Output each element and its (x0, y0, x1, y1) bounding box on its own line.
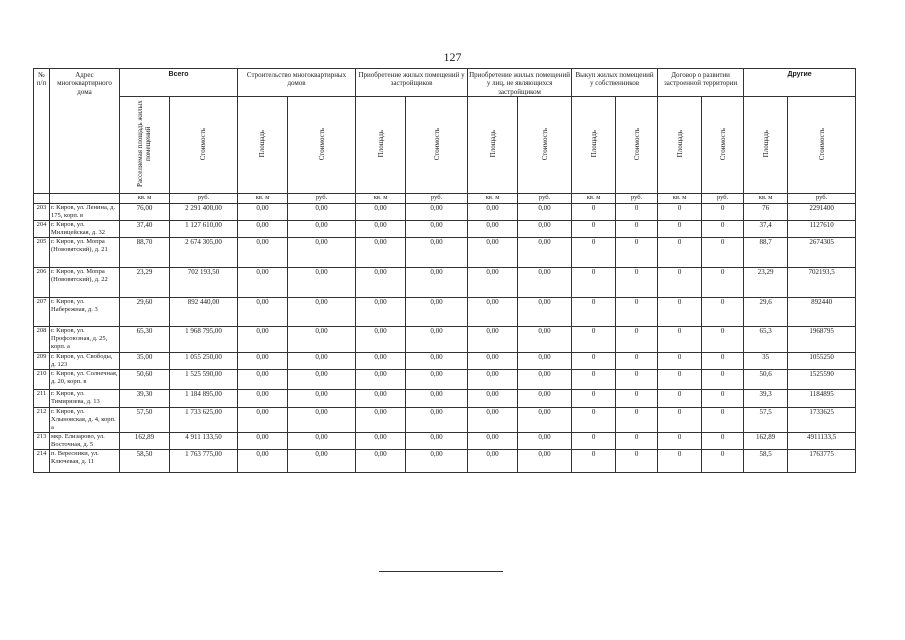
header-group-other: Другие (744, 69, 856, 97)
area-cell: 58,5 (744, 450, 788, 473)
cost-cell: 0 (702, 298, 744, 327)
cost-cell: 0,00 (518, 390, 572, 407)
cost-cell: 0,00 (406, 268, 468, 298)
table-row (34, 407, 856, 432)
area-cell: 0 (572, 203, 616, 220)
cost-cell: 1763775 (788, 450, 856, 473)
cost-cell: 0 (616, 407, 658, 432)
cost-cell: 0 (616, 298, 658, 327)
cost-cell: 0,00 (288, 268, 356, 298)
area-cell: 0,00 (238, 327, 288, 353)
cost-cell: 1525590 (788, 370, 856, 390)
cost-cell: 0 (616, 353, 658, 370)
cost-cell: 1733625 (788, 407, 856, 432)
cost-cell: 1968795 (788, 327, 856, 353)
area-cell: 0,00 (238, 268, 288, 298)
cost-cell: 0,00 (288, 298, 356, 327)
row-number: 203 (34, 203, 50, 220)
row-number: 210 (34, 370, 50, 390)
group-header-row (34, 69, 856, 97)
sub-header-row (34, 97, 856, 193)
area-cell: 0 (658, 432, 702, 449)
area-cell: 0 (658, 268, 702, 298)
cost-cell: 0,00 (406, 432, 468, 449)
subheader-area: Площадь (658, 97, 702, 193)
unit-cell: кв. м (468, 193, 518, 203)
cost-cell: 2291400 (788, 203, 856, 220)
table-row (34, 220, 856, 237)
area-cell: 37,40 (120, 220, 170, 237)
cost-cell: 1184895 (788, 390, 856, 407)
table-row (34, 203, 856, 220)
row-address: г. Киров, ул. Свободы, д. 123 (50, 353, 120, 370)
cost-cell: 2674305 (788, 238, 856, 268)
row-number: 214 (34, 450, 50, 473)
area-cell: 0,00 (356, 238, 406, 268)
header-group-buyout: Выкуп жилых помещений у собственников (572, 69, 658, 97)
subheader-cost: Стоимость (406, 97, 468, 193)
table-body (34, 203, 856, 473)
header-group-total: Всего (120, 69, 238, 97)
cost-cell: 0 (702, 370, 744, 390)
area-cell: 76 (744, 203, 788, 220)
area-cell: 0,00 (356, 450, 406, 473)
header-group-development-contract: Договор о развитии застроенной территории (658, 69, 744, 97)
area-cell: 0,00 (356, 407, 406, 432)
unit-cell: руб. (170, 193, 238, 203)
table-row (34, 390, 856, 407)
area-cell: 0,00 (468, 353, 518, 370)
area-cell: 0 (658, 390, 702, 407)
row-address: г. Киров, ул. Мопра (Нововятский), д. 21 (50, 238, 120, 268)
units-blank (50, 193, 120, 203)
area-cell: 0 (658, 238, 702, 268)
row-address: г. Киров, ул. Солнечная, д. 20, корп. в (50, 370, 120, 390)
area-cell: 0 (572, 220, 616, 237)
area-cell: 0,00 (468, 370, 518, 390)
area-cell: 35,00 (120, 353, 170, 370)
subheader-area: Площадь (356, 97, 406, 193)
area-cell: 0 (572, 353, 616, 370)
cost-cell: 0,00 (288, 432, 356, 449)
cost-cell: 0,00 (406, 407, 468, 432)
area-cell: 0,00 (468, 450, 518, 473)
area-cell: 0,00 (468, 407, 518, 432)
unit-cell: кв. м (658, 193, 702, 203)
area-cell: 58,50 (120, 450, 170, 473)
area-cell: 88,7 (744, 238, 788, 268)
resettlement-table (33, 68, 856, 473)
area-cell: 0,00 (356, 432, 406, 449)
cost-cell: 702193,5 (788, 268, 856, 298)
area-cell: 0,00 (238, 353, 288, 370)
cost-cell: 0 (616, 327, 658, 353)
area-cell: 162,89 (120, 432, 170, 449)
cost-cell: 0 (616, 390, 658, 407)
row-address: п. Вересники, ул. Ключевая, д. 11 (50, 450, 120, 473)
cost-cell: 0,00 (288, 370, 356, 390)
cost-cell: 0 (616, 203, 658, 220)
unit-cell: руб. (406, 193, 468, 203)
cost-cell: 0 (702, 450, 744, 473)
cost-cell: 0 (702, 390, 744, 407)
area-cell: 39,3 (744, 390, 788, 407)
unit-cell: кв. м (572, 193, 616, 203)
header-group-purchase-developers: Приобретение жилых помещений у застройщиков (356, 69, 468, 97)
cost-cell: 0 (616, 268, 658, 298)
table-row (34, 298, 856, 327)
header-address: Адрес многоквартирного дома (50, 69, 120, 194)
cost-cell: 0,00 (406, 238, 468, 268)
cost-cell: 0 (702, 327, 744, 353)
row-number: 209 (34, 353, 50, 370)
area-cell: 23,29 (744, 268, 788, 298)
cost-cell: 1127610 (788, 220, 856, 237)
subheader-area: Площадь (572, 97, 616, 193)
area-cell: 37,4 (744, 220, 788, 237)
table-row (34, 268, 856, 298)
units-row (34, 193, 856, 203)
area-cell: 0 (572, 450, 616, 473)
unit-cell: руб. (518, 193, 572, 203)
area-cell: 0,00 (356, 203, 406, 220)
cost-cell: 0 (616, 238, 658, 268)
area-cell: 0,00 (356, 390, 406, 407)
row-number: 206 (34, 268, 50, 298)
area-cell: 88,70 (120, 238, 170, 268)
cost-cell: 0 (616, 370, 658, 390)
subheader-cost: Стоимость (518, 97, 572, 193)
area-cell: 0,00 (468, 298, 518, 327)
cost-cell: 1 055 250,00 (170, 353, 238, 370)
row-address: г. Киров, ул. Тимирязева, д. 13 (50, 390, 120, 407)
row-address: г. Киров, ул. Ленина, д. 175, корп. в (50, 203, 120, 220)
area-cell: 0 (658, 327, 702, 353)
area-cell: 0 (572, 370, 616, 390)
cost-cell: 0,00 (288, 220, 356, 237)
cost-cell: 0,00 (288, 238, 356, 268)
area-cell: 0 (572, 432, 616, 449)
cost-cell: 0,00 (288, 390, 356, 407)
area-cell: 39,30 (120, 390, 170, 407)
cost-cell: 0,00 (518, 432, 572, 449)
area-cell: 0 (658, 298, 702, 327)
area-cell: 50,60 (120, 370, 170, 390)
subheader-area: Площадь (744, 97, 788, 193)
area-cell: 0,00 (468, 203, 518, 220)
cost-cell: 0,00 (406, 298, 468, 327)
area-cell: 0,00 (356, 220, 406, 237)
area-cell: 0 (572, 238, 616, 268)
subheader-cost: Стоимость (788, 97, 856, 193)
area-cell: 76,00 (120, 203, 170, 220)
row-address: г. Киров, ул. Мопра (Нововятский), д. 22 (50, 268, 120, 298)
area-cell: 0,00 (238, 450, 288, 473)
unit-cell: кв. м (356, 193, 406, 203)
cost-cell: 0,00 (518, 203, 572, 220)
cost-cell: 892 440,00 (170, 298, 238, 327)
header-no: № п/п (34, 69, 50, 194)
cost-cell: 1 525 590,00 (170, 370, 238, 390)
area-cell: 0 (658, 220, 702, 237)
cost-cell: 0,00 (518, 298, 572, 327)
subheader-area: Площадь (468, 97, 518, 193)
unit-cell: руб. (788, 193, 856, 203)
cost-cell: 4 911 133,50 (170, 432, 238, 449)
cost-cell: 0 (616, 432, 658, 449)
cost-cell: 0,00 (518, 238, 572, 268)
cost-cell: 2 291 400,00 (170, 203, 238, 220)
cost-cell: 0 (702, 220, 744, 237)
area-cell: 0,00 (356, 327, 406, 353)
row-address: г. Киров, ул. Хлыновская, д. 4, корп. а (50, 407, 120, 432)
subheader-cost: Стоимость (170, 97, 238, 193)
footer-rule (379, 571, 503, 572)
row-number: 213 (34, 432, 50, 449)
cost-cell: 0 (616, 450, 658, 473)
row-number: 205 (34, 238, 50, 268)
area-cell: 0 (572, 390, 616, 407)
cost-cell: 1 127 610,00 (170, 220, 238, 237)
cost-cell: 0,00 (406, 450, 468, 473)
cost-cell: 0 (616, 220, 658, 237)
unit-cell: кв. м (120, 193, 170, 203)
area-cell: 0,00 (468, 238, 518, 268)
cost-cell: 702 193,50 (170, 268, 238, 298)
area-cell: 0 (658, 370, 702, 390)
area-cell: 0 (572, 327, 616, 353)
cost-cell: 0,00 (288, 450, 356, 473)
area-cell: 65,3 (744, 327, 788, 353)
cost-cell: 0,00 (288, 353, 356, 370)
cost-cell: 0,00 (406, 220, 468, 237)
subheader-area: Площадь (238, 97, 288, 193)
header-group-construction: Строительство многоквартирных домов (238, 69, 356, 97)
row-number: 204 (34, 220, 50, 237)
unit-cell: руб. (616, 193, 658, 203)
cost-cell: 0,00 (518, 353, 572, 370)
cost-cell: 1055250 (788, 353, 856, 370)
area-cell: 0 (658, 407, 702, 432)
area-cell: 0,00 (238, 298, 288, 327)
area-cell: 0,00 (356, 298, 406, 327)
cost-cell: 0 (702, 268, 744, 298)
unit-cell: руб. (288, 193, 356, 203)
area-cell: 29,6 (744, 298, 788, 327)
cost-cell: 2 674 305,00 (170, 238, 238, 268)
cost-cell: 0,00 (518, 450, 572, 473)
subheader-cost: Стоимость (288, 97, 356, 193)
cost-cell: 0,00 (406, 203, 468, 220)
area-cell: 0,00 (356, 268, 406, 298)
area-cell: 0,00 (238, 432, 288, 449)
area-cell: 0,00 (238, 203, 288, 220)
cost-cell: 1 763 775,00 (170, 450, 238, 473)
area-cell: 0,00 (238, 407, 288, 432)
cost-cell: 0,00 (406, 353, 468, 370)
area-cell: 35 (744, 353, 788, 370)
cost-cell: 0 (702, 238, 744, 268)
page-number: 127 (443, 50, 462, 64)
row-address: мкр. Елизарово, ул. Восточная, д. 5 (50, 432, 120, 449)
area-cell: 0,00 (238, 390, 288, 407)
row-address: г. Киров, ул. Профсоюзная, д. 25, корп. а (50, 327, 120, 353)
table-row (34, 432, 856, 449)
cost-cell: 1 968 795,00 (170, 327, 238, 353)
table-row (34, 370, 856, 390)
area-cell: 65,30 (120, 327, 170, 353)
unit-cell: кв. м (744, 193, 788, 203)
cost-cell: 0,00 (518, 370, 572, 390)
table-row (34, 450, 856, 473)
cost-cell: 0,00 (406, 370, 468, 390)
area-cell: 0 (572, 268, 616, 298)
area-cell: 0 (658, 353, 702, 370)
header-group-purchase-non-developers: Приобретение жилых помещений у лиц, не являющихся застройщиком (468, 69, 572, 97)
units-blank (34, 193, 50, 203)
area-cell: 29,60 (120, 298, 170, 327)
area-cell: 0 (658, 203, 702, 220)
cost-cell: 0,00 (406, 327, 468, 353)
area-cell: 0,00 (468, 268, 518, 298)
cost-cell: 0,00 (518, 407, 572, 432)
cost-cell: 0,00 (518, 220, 572, 237)
cost-cell: 0,00 (288, 327, 356, 353)
unit-cell: руб. (702, 193, 744, 203)
cost-cell: 0 (702, 432, 744, 449)
area-cell: 0,00 (468, 432, 518, 449)
cost-cell: 0,00 (518, 327, 572, 353)
area-cell: 0 (572, 298, 616, 327)
cost-cell: 0,00 (288, 203, 356, 220)
area-cell: 57,50 (120, 407, 170, 432)
cost-cell: 1 184 895,00 (170, 390, 238, 407)
cost-cell: 0,00 (518, 268, 572, 298)
unit-cell: кв. м (238, 193, 288, 203)
area-cell: 0,00 (238, 220, 288, 237)
table-row (34, 238, 856, 268)
subheader-cost: Стоимость (702, 97, 744, 193)
table-row (34, 353, 856, 370)
area-cell: 0 (658, 450, 702, 473)
area-cell: 0,00 (356, 353, 406, 370)
row-number: 211 (34, 390, 50, 407)
cost-cell: 0,00 (406, 390, 468, 407)
cost-cell: 4911133,5 (788, 432, 856, 449)
area-cell: 50,6 (744, 370, 788, 390)
area-cell: 0,00 (238, 238, 288, 268)
cost-cell: 0 (702, 407, 744, 432)
area-cell: 23,29 (120, 268, 170, 298)
area-cell: 0,00 (468, 220, 518, 237)
row-number: 208 (34, 327, 50, 353)
row-address: г. Киров, ул. Милицейская, д. 32 (50, 220, 120, 237)
cost-cell: 0 (702, 203, 744, 220)
row-address: г. Киров, ул. Набережная, д. 3 (50, 298, 120, 327)
row-number: 207 (34, 298, 50, 327)
table-row (34, 327, 856, 353)
cost-cell: 0 (702, 353, 744, 370)
cost-cell: 892440 (788, 298, 856, 327)
area-cell: 0,00 (356, 370, 406, 390)
subheader-cost: Стоимость (616, 97, 658, 193)
cost-cell: 0,00 (288, 407, 356, 432)
area-cell: 162,89 (744, 432, 788, 449)
area-cell: 0,00 (468, 327, 518, 353)
row-number: 212 (34, 407, 50, 432)
cost-cell: 1 733 625,00 (170, 407, 238, 432)
area-cell: 0 (572, 407, 616, 432)
area-cell: 0,00 (238, 370, 288, 390)
area-cell: 57,5 (744, 407, 788, 432)
area-cell: 0,00 (468, 390, 518, 407)
subheader-resettled-area: Расселяемая площадь жилых помещений (120, 97, 170, 193)
